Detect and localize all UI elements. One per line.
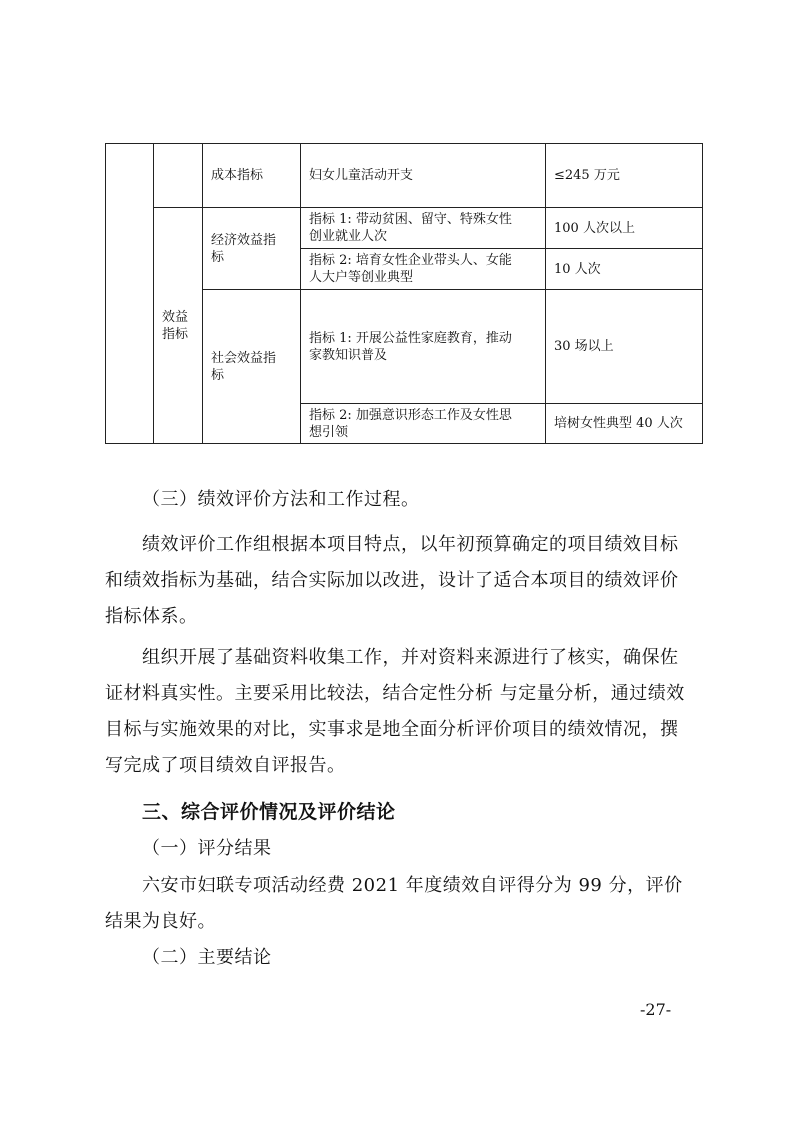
table-cell-benefit-label: 效益 指标 [154,208,203,444]
table-cell-value: 30 场以上 [546,290,703,404]
table-cell-blank [154,144,203,208]
table-cell-cost-value: ≤245 万元 [546,144,703,208]
table-cell-indicator: 指标 2: 加强意识形态工作及女性思 想引领 [301,404,546,444]
table-cell-value: 100 人次以上 [546,208,703,249]
table-cell-social-label: 社会效益指 标 [203,290,301,444]
paragraph-process: 组织开展了基础资料收集工作，并对资料来源进行了核实，确保佐证材料真实性。主要采用比较法，结合定性分析 与定量分析，通过绩效目标与实施效果的对比，实事求是地全面分析评价项目的绩效情况，撰写完成了项目绩效自评报告。 [105,647,685,776]
table-cell-cost-label: 成本指标 [203,144,301,208]
paragraph-score: 六安市妇联专项活动经费 2021 年度绩效自评得分为 99 分，评价结果为良好。 [105,875,683,932]
subheading-conclusion: （二）主要结论 [142,947,272,968]
page-number: -27- [640,1000,672,1019]
table-cell-indicator: 指标 2: 培育女性企业带头人、女能 人大户等创业典型 [301,249,546,290]
section-heading: 三、综合评价情况及评价结论 [142,801,396,823]
table-cell-indicator: 指标 1: 开展公益性家庭教育，推动 家教知识普及 [301,290,546,404]
table-row [106,144,703,208]
indicator-table [105,143,703,444]
paragraph-method: 绩效评价工作组根据本项目特点，以年初预算确定的项目绩效目标和绩效指标为基础，结合实际加以改进，设计了适合本项目的绩效评价指标体系。 [105,534,679,627]
subheading-score: （一）评分结果 [142,838,272,859]
paragraph-section-3-title: （三）绩效评价方法和工作过程。 [142,489,420,510]
table-cell-economic-label: 经济效益指 标 [203,208,301,290]
table-cell-value: 10 人次 [546,249,703,290]
table-cell-cost-indicator: 妇女儿童活动开支 [301,144,546,208]
table-row [106,208,703,249]
table-cell-blank [106,144,154,444]
table-cell-value: 培树女性典型 40 人次 [546,404,703,444]
table-cell-indicator: 指标 1: 带动贫困、留守、特殊女性 创业就业人次 [301,208,546,249]
